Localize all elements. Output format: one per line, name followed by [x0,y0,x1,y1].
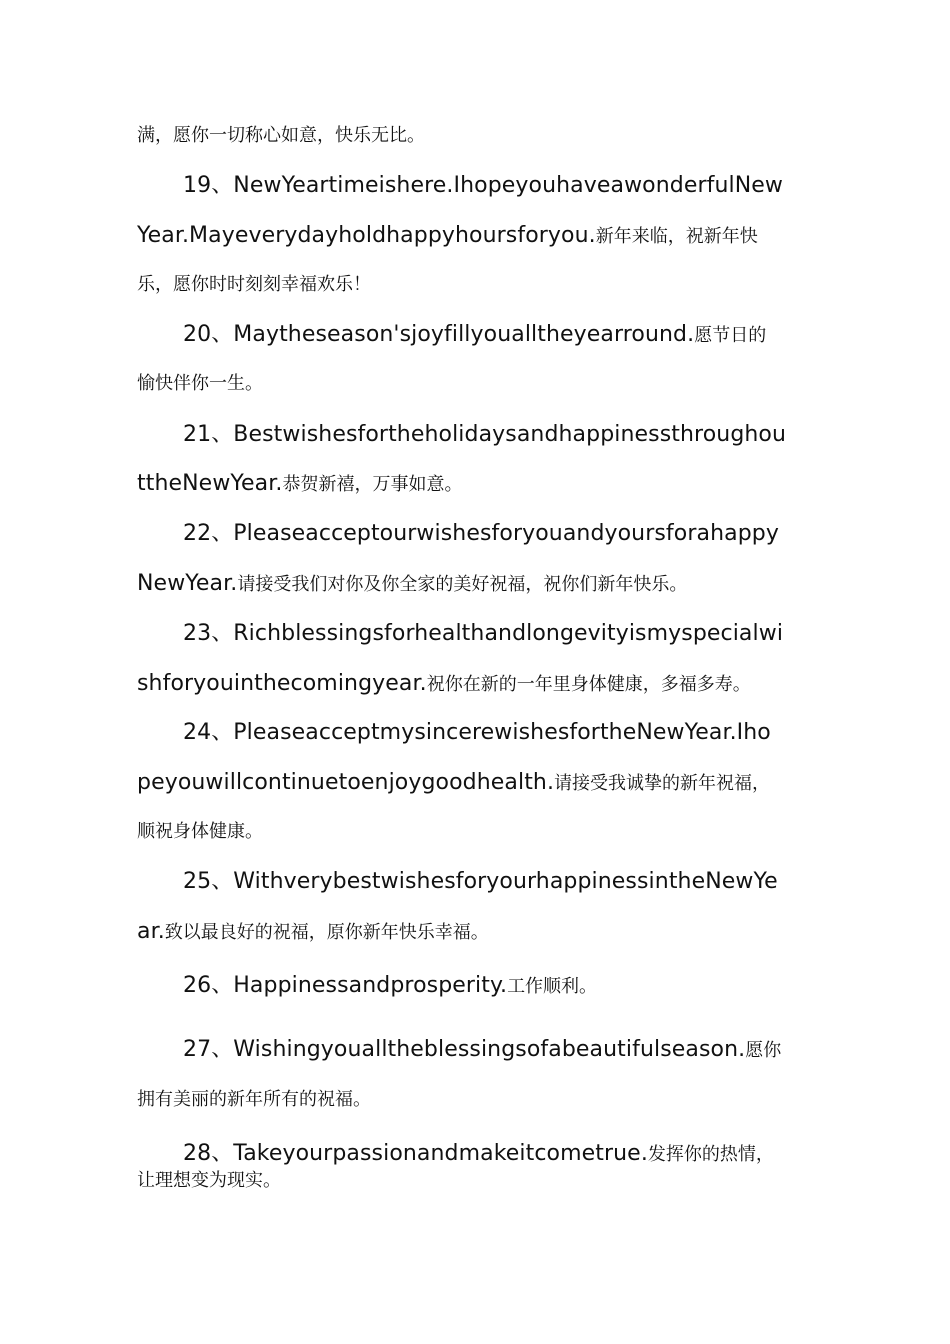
chinese-text: 请接受我们对你及你全家的美好祝福，祝你们新年快乐。 [237,574,688,595]
text-line [137,921,489,943]
text-line [137,375,263,393]
text-line [183,1039,781,1061]
text-line [183,175,783,197]
text-line [137,573,687,595]
chinese-text: 致以最良好的祝福，原你新年快乐幸福。 [164,922,489,943]
chinese-text: 发挥你的热情， [647,1144,774,1165]
chinese-text: 乐，愿你时时刻刻幸福欢乐！ [137,274,371,295]
text-line [137,473,462,495]
chinese-text: 愿你 [745,1040,782,1061]
text-line [183,722,771,744]
english-text: ar. [137,919,165,944]
english-text: 20、Maytheseason'sjoyfillyoualltheyearround. [183,322,695,347]
text-line [183,871,778,893]
english-text: 28、Takeyourpassionandmakeitcometrue. [183,1141,648,1166]
text-line [137,673,751,695]
text-line [137,276,371,294]
text-line [137,225,758,247]
english-text: 22、Pleaseacceptourwishesforyouandyoursforahappy [183,521,779,546]
english-text: Year.Mayeverydayholdhappyhoursforyou. [137,223,596,248]
text-line [137,772,770,794]
text-line [137,1091,371,1109]
english-text: 24、PleaseacceptmysincerewishesfortheNewYear.Iho [183,720,771,745]
english-text: 26、Happinessandprosperity. [183,973,508,998]
chinese-text: 满，愿你一切称心如意，快乐无比。 [137,125,425,146]
english-text: 25、WithverybestwishesforyourhappinessintheNewYe [183,869,778,894]
text-line [137,823,263,841]
chinese-text: 拥有美丽的新年所有的祝福。 [137,1089,371,1110]
english-text: ttheNewYear. [137,471,283,496]
chinese-text: 新年来临，祝新年快 [595,226,758,247]
english-text: NewYear. [137,571,238,596]
english-text: peyouwillcontinuetoenjoygoodhealth. [137,770,555,795]
chinese-text: 顺祝身体健康。 [137,821,263,842]
chinese-text: 让理想变为现实。 [137,1170,281,1191]
chinese-text: 请接受我诚挚的新年祝福， [554,773,771,794]
text-line [183,1143,774,1165]
text-line [183,623,783,645]
chinese-text: 祝你在新的一年里身体健康，多福多寿。 [426,674,751,695]
english-text: 23、Richblessingsforhealthandlongevityismyspecialwi [183,621,784,646]
text-line [183,424,786,446]
chinese-text: 恭贺新禧，万事如意。 [282,474,463,495]
text-line [183,975,597,997]
text-line [137,1172,281,1190]
english-text: 21、Bestwishesfortheholidaysandhappinessthroughou [183,422,787,447]
english-text: 19、NewYeartimeishere.IhopeyouhaveawonderfulNew [183,173,784,198]
chinese-text: 愿节日的 [694,325,767,346]
text-line [137,127,425,145]
english-text: 27、Wishingyoualltheblessingsofabeautifulseason. [183,1037,746,1062]
chinese-text: 工作顺利。 [507,976,598,997]
text-line [183,523,779,545]
chinese-text: 愉快伴你一生。 [137,373,263,394]
english-text: shforyouinthecomingyear. [137,671,427,696]
text-line [183,324,766,346]
